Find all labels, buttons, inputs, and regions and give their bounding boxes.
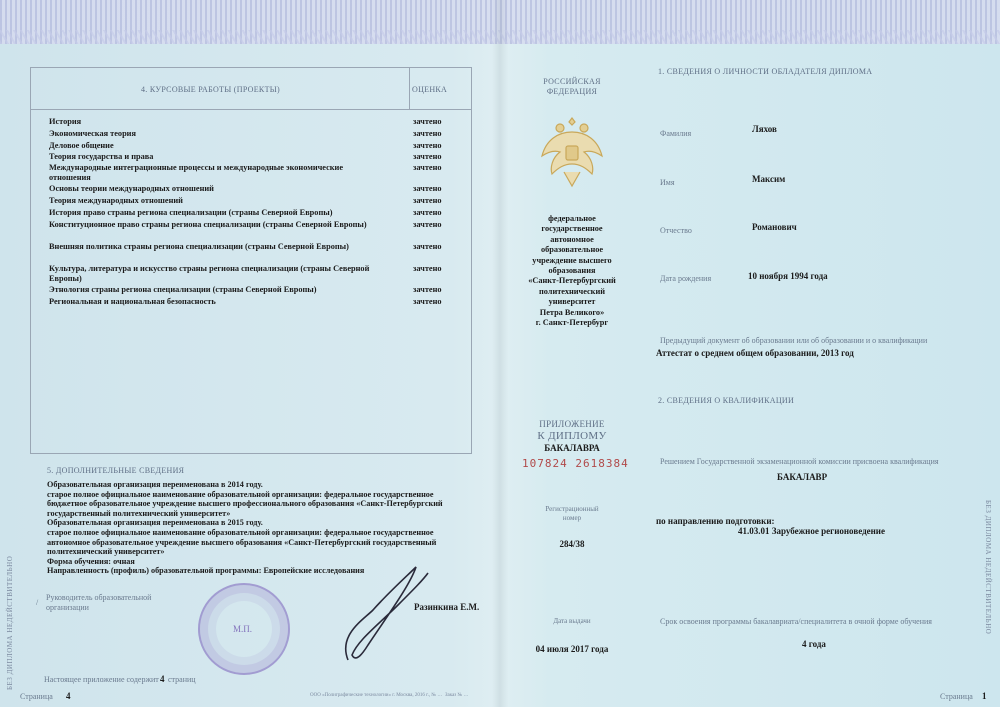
- coursework-table-header: [31, 68, 471, 110]
- institution-line: «Санкт-Петербургский: [528, 276, 616, 286]
- course-grade: зачтено: [413, 285, 442, 294]
- pages-label-start: Настоящее приложение содержит: [44, 675, 159, 684]
- name-value: Максим: [752, 174, 786, 184]
- reg-number: 284/38: [559, 539, 585, 549]
- double-headed-eagle-icon: [538, 112, 606, 192]
- reg-label-2: номер: [562, 514, 582, 522]
- additional-info-line: Направленность (профиль) образовательной программы: Европейские исследования: [47, 566, 365, 576]
- institution-line: образовательное: [540, 245, 604, 255]
- course-name: Основы теории международных отношений: [49, 184, 214, 193]
- course-grade: зачтено: [413, 264, 442, 273]
- additional-info-line: бюджетное образовательное учреждение высшего профессионального образования «Санкт-Петербургский: [47, 499, 443, 509]
- issue-label: Дата выдачи: [553, 617, 591, 625]
- footer-small-1: ООО «Полиграфические технологии» г. Москва, 2016 г., № …: [310, 693, 443, 698]
- issue-date: 04 июля 2017 года: [535, 644, 609, 654]
- course-name: Региональная и национальная безопасность: [49, 297, 216, 306]
- course-grade: зачтено: [413, 129, 442, 138]
- institution-line: государственное: [541, 224, 603, 234]
- appendix-line-2: К ДИПЛОМУ: [537, 430, 607, 442]
- page-fold: [492, 0, 508, 707]
- signature-icon: [318, 555, 438, 675]
- pages-count: 4: [160, 674, 165, 684]
- stamp-text: М.П.: [233, 624, 253, 634]
- direction-value: 41.03.01 Зарубежное регионоведение: [738, 526, 885, 536]
- institution-line: федеральное: [548, 214, 596, 223]
- prev-doc-value: Аттестат о среднем общем образовании, 2013 год: [656, 348, 854, 358]
- course-name: Внешняя политика страны региона специализации (страны Северной Европы): [49, 242, 349, 251]
- coursework-section-title: 4. КУРСОВЫЕ РАБОТЫ (ПРОЕКТЫ): [141, 85, 280, 94]
- pages-label-end: страниц: [168, 675, 196, 684]
- surname-value: Ляхов: [752, 124, 777, 134]
- course-grade: зачтено: [413, 208, 442, 217]
- course-grade: зачтено: [413, 184, 442, 193]
- right-page-number: 1: [982, 691, 987, 701]
- institution-line: политехнический: [538, 286, 606, 296]
- institution-line: учреждение высшего: [532, 255, 612, 265]
- birth-label: Дата рождения: [660, 274, 712, 283]
- right-vertical-note: БЕЗ ДИПЛОМА НЕДЕЙСТВИТЕЛЬНО: [984, 500, 992, 635]
- course-name: История право страны региона специализации (страны Северной Европы): [49, 208, 333, 217]
- head-label-line-1: Руководитель образовательной: [46, 593, 152, 602]
- direction-label: по направлению подготовки:: [656, 516, 775, 526]
- course-grade: зачтено: [413, 220, 442, 229]
- course-grade: зачтено: [413, 163, 442, 172]
- course-grade: зачтено: [413, 141, 442, 150]
- course-grade: зачтено: [413, 117, 442, 126]
- course-name: Теория государства и права: [49, 152, 154, 161]
- institution-line: образования: [548, 266, 596, 276]
- additional-info-line: Образовательная организация переименована в 2014 году.: [47, 480, 263, 489]
- institution-name: [510, 214, 634, 328]
- grade-header: ОЦЕНКА: [412, 85, 448, 94]
- course-grade: зачтено: [413, 196, 442, 205]
- left-vertical-note: БЕЗ ДИПЛОМА НЕДЕЙСТВИТЕЛЬНО: [6, 555, 14, 690]
- course-name: Международные интеграционные процессы и международные экономические отношения: [49, 163, 344, 182]
- additional-info-line: автономное образовательное учреждение высшего образования «Санкт-Петербургский государственный: [47, 537, 437, 547]
- surname-label: Фамилия: [660, 129, 692, 138]
- institution-line: г. Санкт-Петербург: [535, 318, 609, 328]
- personal-section-title: 1. СВЕДЕНИЯ О ЛИЧНОСТИ ОБЛАДАТЕЛЯ ДИПЛОМА: [658, 67, 873, 76]
- additional-info-line: политехнический университет»: [47, 547, 165, 557]
- slash-mark: /: [36, 598, 39, 607]
- course-name: Экономическая теория: [49, 129, 136, 138]
- additional-info-line: государственный политехнический университет»: [47, 508, 231, 518]
- head-label-line-2: организации: [46, 603, 89, 612]
- right-page-label: Страница: [940, 692, 973, 701]
- course-grade: зачтено: [413, 242, 442, 251]
- qual-section-title: 2. СВЕДЕНИЯ О КВАЛИФИКАЦИИ: [658, 396, 795, 405]
- footer-small-2: Заказ № …: [445, 693, 469, 698]
- course-name: Деловое общение: [49, 141, 114, 150]
- additional-info-line: Форма обучения: очная: [47, 556, 135, 566]
- course-grade: зачтено: [413, 297, 442, 306]
- course-name: История: [49, 117, 82, 126]
- institution-line: автономное: [550, 234, 594, 244]
- serial-number: 107824 2618384: [522, 457, 629, 470]
- patronymic-value: Романович: [752, 222, 797, 232]
- additional-info-line: Образовательная организация переименована в 2015 году.: [47, 518, 263, 528]
- birth-date: 10 ноября 1994 года: [748, 271, 828, 281]
- country-line-1: РОССИЙСКАЯ: [543, 77, 601, 86]
- additional-info-line: старое полное официальное наименование образовательной организации: федеральное государственное: [47, 489, 434, 499]
- additional-info-line: старое полное официальное наименование образовательной организации: федеральное государственное: [47, 527, 434, 537]
- qualification-value: БАКАЛАВР: [777, 472, 828, 482]
- duration-label: Срок освоения программы бакалавриата/специалитета в очной форме обучения: [660, 617, 932, 626]
- commission-label: Решением Государственной экзаменационной комиссии присвоена квалификация: [660, 457, 939, 466]
- institution-line: университет: [548, 297, 596, 307]
- degree-label: БАКАЛАВРА: [544, 443, 600, 453]
- course-name: Теория международных отношений: [49, 196, 183, 205]
- course-name: Этнология страны региона специализации (страны Северной Европы): [49, 285, 317, 294]
- duration-value: 4 года: [802, 639, 826, 649]
- course-name: Конституционное право страны региона специализации (страны Северной Европы): [49, 220, 367, 229]
- appendix-line-1: ПРИЛОЖЕНИЕ: [539, 419, 605, 429]
- course-name: Культура, литература и искусство страны региона специализации (страны Северной Европы): [49, 264, 370, 283]
- patronymic-label: Отчество: [660, 226, 692, 235]
- left-page-number: 4: [66, 691, 71, 701]
- institution-line: Петра Великого»: [539, 307, 605, 317]
- course-grade: зачтено: [413, 152, 442, 161]
- reg-label-1: Регистрационный: [545, 505, 599, 513]
- name-label: Имя: [660, 178, 675, 187]
- prev-doc-label: Предыдущий документ об образовании или об образовании и о квалификации: [660, 336, 928, 345]
- left-page-label: Страница: [20, 692, 53, 701]
- additional-section-title: 5. ДОПОЛНИТЕЛЬНЫЕ СВЕДЕНИЯ: [47, 466, 185, 475]
- country-line-2: ФЕДЕРАЦИЯ: [546, 87, 598, 96]
- head-name: Разинкина Е.М.: [414, 602, 480, 612]
- coursework-table: [30, 67, 472, 454]
